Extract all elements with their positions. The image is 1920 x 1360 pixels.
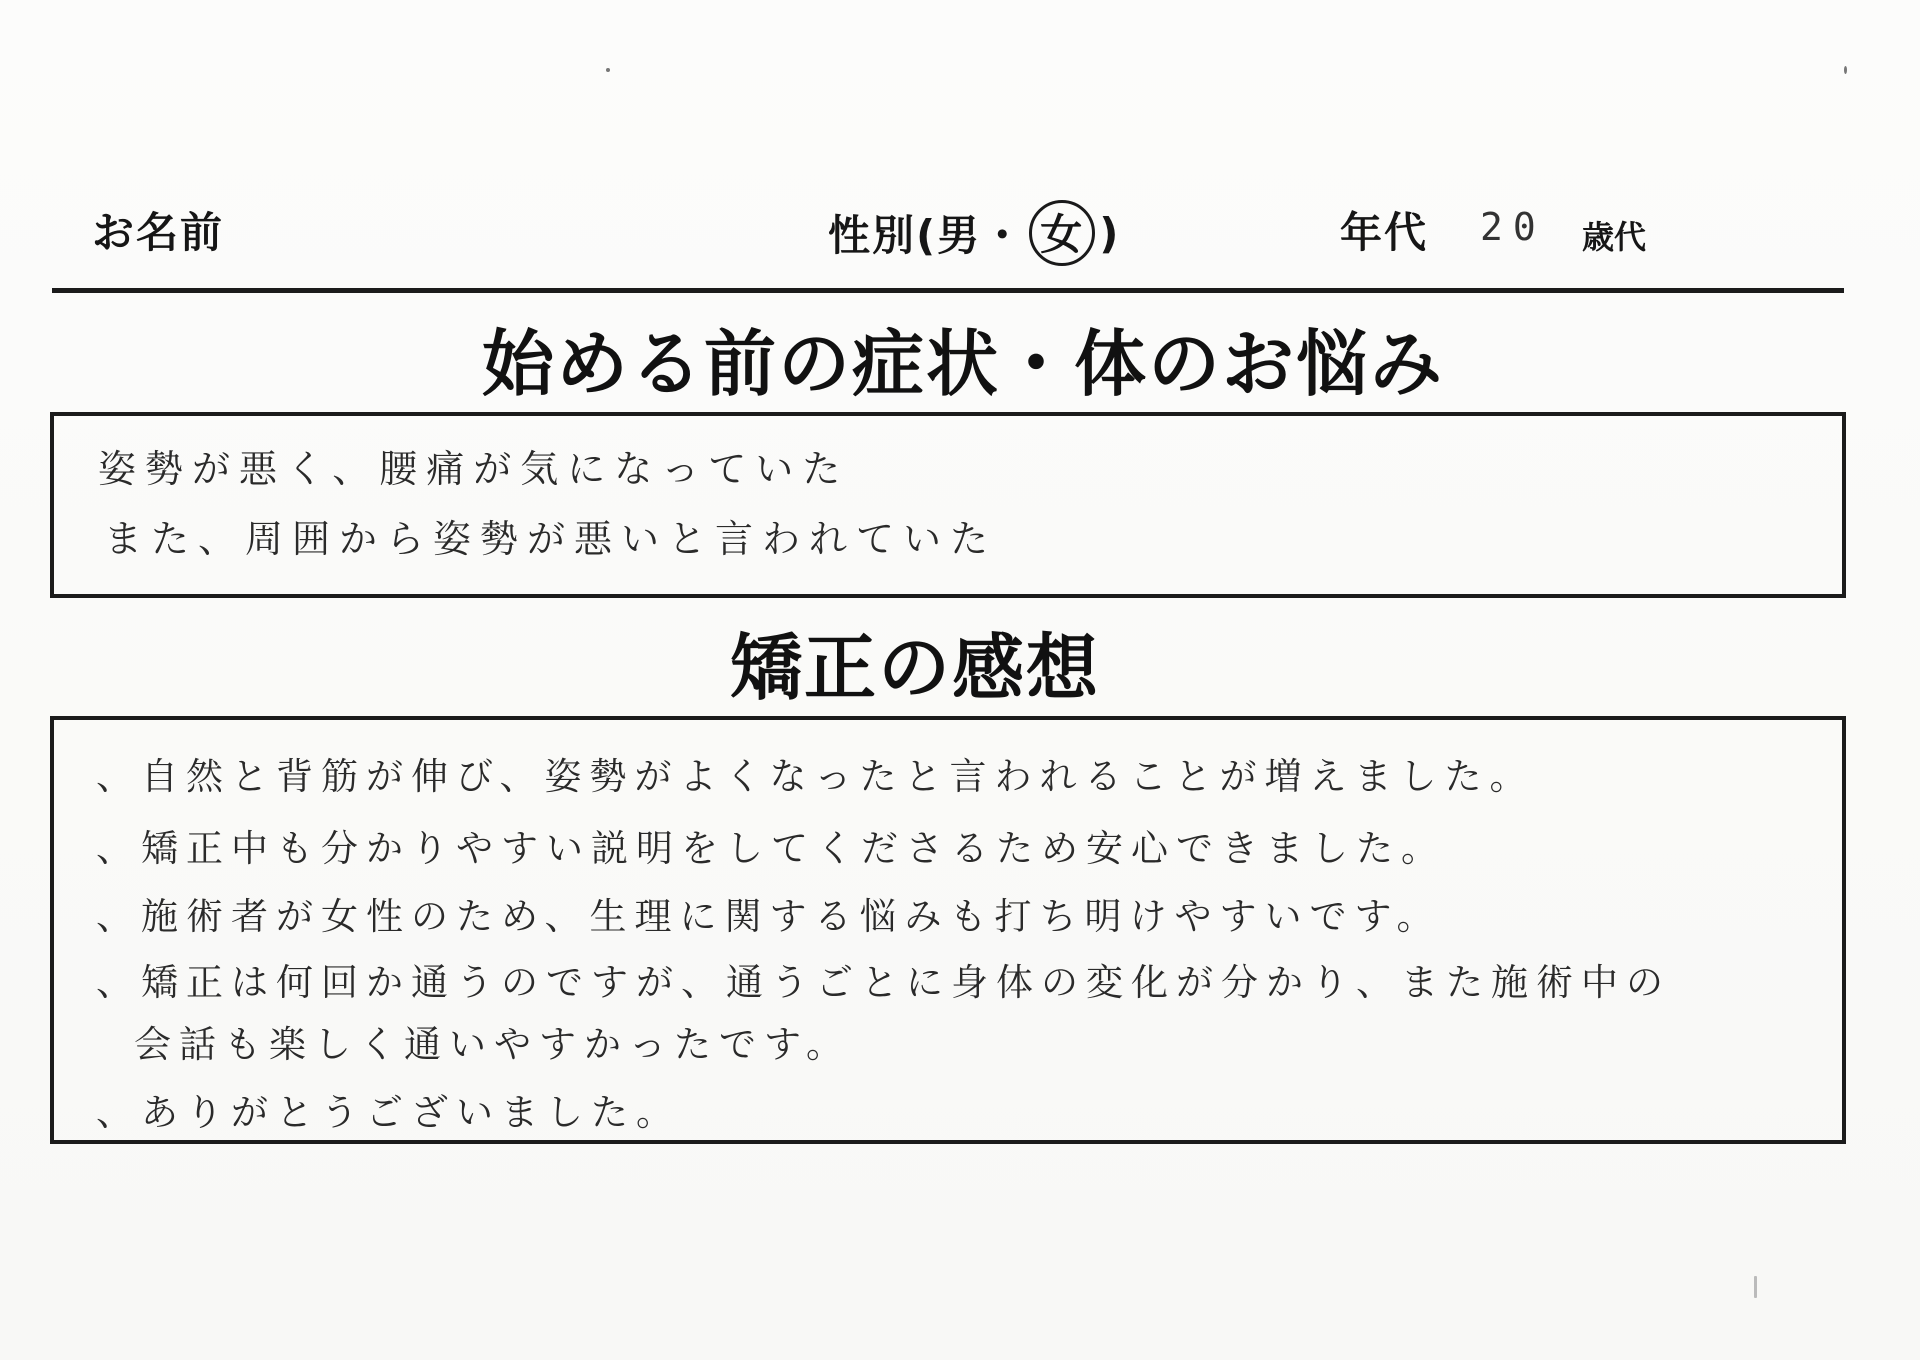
age-unit: 歳代	[1582, 218, 1647, 256]
impression-line: 、自然と背筋が伸び、姿勢がよくなったと言われることが増えました。	[96, 755, 1535, 798]
paper-speck	[1754, 1276, 1757, 1298]
before-line: 姿勢が悪く、腰痛が気になっていた	[98, 447, 850, 491]
impression-line: 、ありがとうございました。	[96, 1091, 681, 1134]
age-value-handwritten: 20	[1480, 205, 1546, 249]
gender-field	[828, 200, 1120, 266]
before-symptoms-box	[50, 412, 1846, 598]
before-line: また、周囲から姿勢が悪いと言われていた	[104, 517, 998, 561]
impression-box	[50, 716, 1846, 1144]
impression-line: 、矯正中も分かりやすい説明をしてくださるため安心できました。	[96, 827, 1446, 870]
impression-line: 、施術者が女性のため、生理に関する悩みも打ち明けやすいです。	[96, 895, 1442, 938]
section-title-impression: 矯正の感想	[730, 626, 1101, 710]
impression-line: 、矯正は何回か通うのですが、通うごとに身体の変化が分かり、また施術中の	[96, 961, 1671, 1004]
gender-close-paren: )	[1099, 208, 1121, 258]
gender-option-female-circled: 女	[1029, 200, 1095, 266]
header-divider	[52, 288, 1844, 293]
paper-speck	[606, 68, 610, 72]
impression-line: 会話も楽しく通いやすかったです。	[134, 1023, 852, 1066]
section-title-before: 始める前の症状・体のお悩み	[482, 322, 1445, 406]
gender-separator: ・	[981, 211, 1026, 260]
age-label: 年代	[1340, 208, 1429, 257]
gender-label: 性別(	[828, 211, 938, 260]
name-label: お名前	[92, 208, 225, 257]
paper-speck	[1844, 66, 1847, 74]
gender-option-male: 男	[937, 211, 982, 260]
